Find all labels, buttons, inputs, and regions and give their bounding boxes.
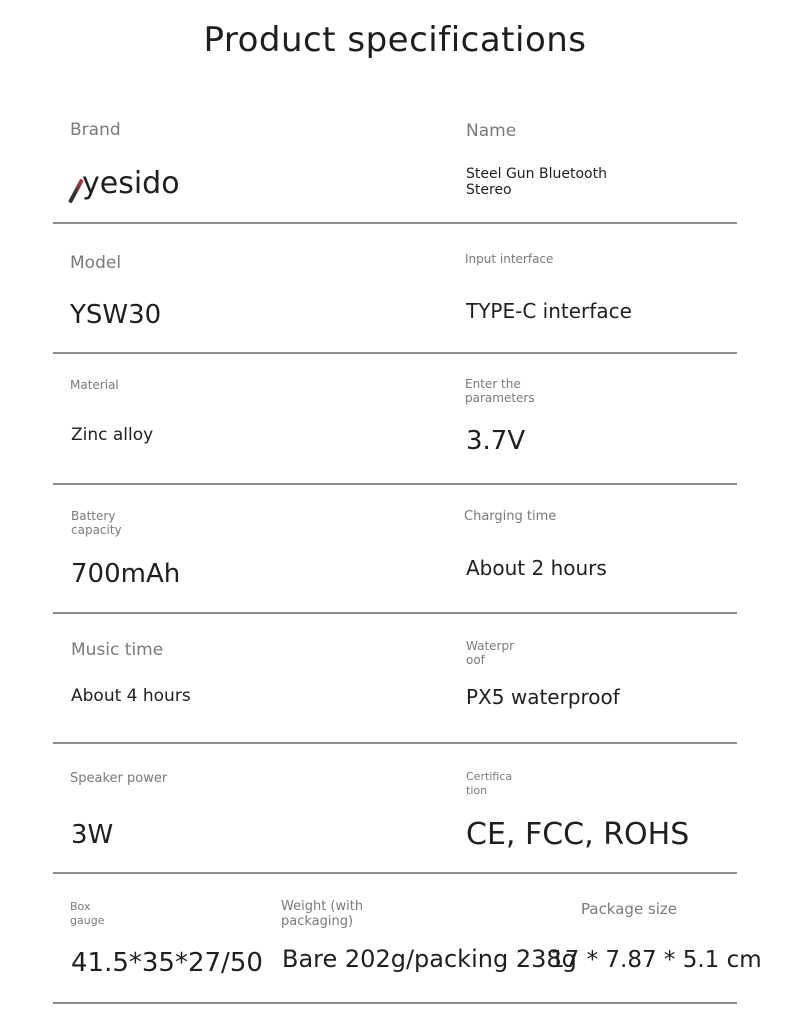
row-divider <box>53 872 737 874</box>
enter-parameters-label: Enter the parameters <box>465 377 535 405</box>
material-label: Material <box>70 378 119 392</box>
brand-value: yesido <box>82 166 180 201</box>
speaker-power-label: Speaker power <box>70 771 168 786</box>
package-size-value: 17 * 7.87 * 5.1 cm <box>550 947 762 973</box>
name-value: Steel Gun Bluetooth Stereo <box>466 166 607 198</box>
enter-parameters-value: 3.7V <box>466 426 526 456</box>
material-value: Zinc alloy <box>71 425 154 445</box>
speaker-power-value: 3W <box>71 820 114 850</box>
certification-label: Certification <box>466 770 513 797</box>
row-divider <box>53 483 737 485</box>
row-divider <box>53 742 737 744</box>
row-divider <box>53 352 737 354</box>
row-divider <box>53 612 737 614</box>
weight-value: Bare 202g/packing 238g <box>282 945 577 973</box>
page-title: Product specifications <box>203 20 587 60</box>
charging-time-label: Charging time <box>464 509 557 524</box>
weight-label: Weight (with packaging) <box>281 899 364 929</box>
box-gauge-label: Box gauge <box>70 900 105 927</box>
package-size-label: Package size <box>581 900 678 918</box>
battery-capacity-label: Battery capacity <box>71 509 122 537</box>
brand-label: Brand <box>70 120 121 140</box>
waterproof-label: Waterproof <box>466 639 515 667</box>
battery-capacity-value: 700mAh <box>71 559 181 589</box>
waterproof-value: PX5 waterproof <box>466 685 620 709</box>
model-label: Model <box>70 253 122 273</box>
row-divider <box>53 222 737 224</box>
model-value: YSW30 <box>70 300 162 330</box>
music-time-label: Music time <box>71 640 164 660</box>
charging-time-value: About 2 hours <box>466 556 607 580</box>
input-interface-label: Input interface <box>465 252 554 266</box>
row-divider <box>53 1002 737 1004</box>
input-interface-value: TYPE-C interface <box>466 299 632 323</box>
box-gauge-value: 41.5*35*27/50 <box>71 948 263 978</box>
name-label: Name <box>466 121 517 141</box>
certification-value: CE, FCC, ROHS <box>466 817 690 852</box>
music-time-value: About 4 hours <box>71 686 191 706</box>
